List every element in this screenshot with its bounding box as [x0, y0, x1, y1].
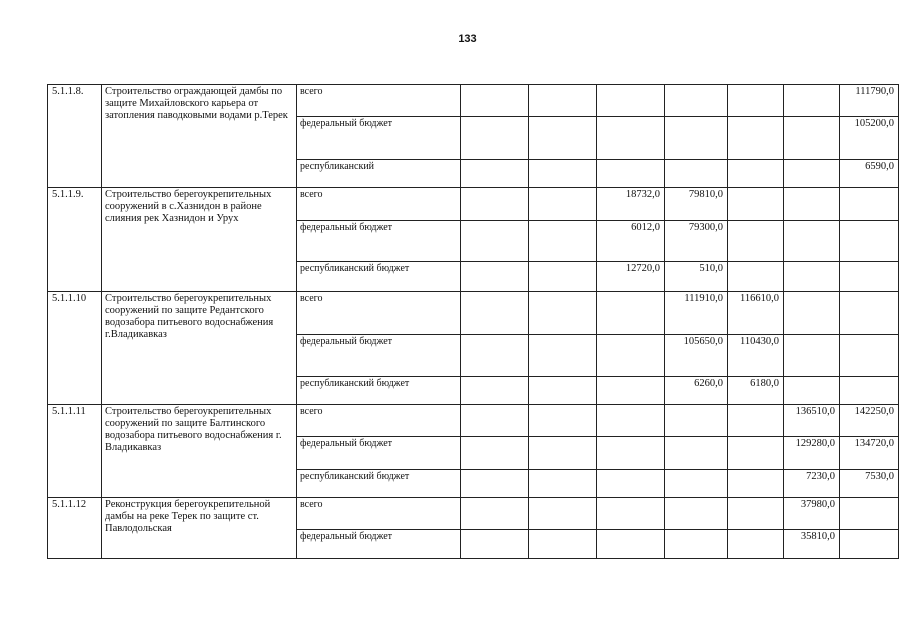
amount-cell: [529, 262, 597, 292]
amount-cell: [597, 160, 665, 188]
amount-cell: [784, 188, 840, 221]
amount-cell: [461, 292, 529, 335]
amount-cell: [840, 530, 899, 559]
amount-cell: [461, 262, 529, 292]
amount-cell: [784, 160, 840, 188]
amount-cell: [597, 377, 665, 405]
amount-cell: [665, 160, 728, 188]
amount-cell: 111790,0: [840, 85, 899, 117]
amount-cell: [597, 437, 665, 470]
amount-cell: 110430,0: [728, 335, 784, 377]
amount-cell: 6180,0: [728, 377, 784, 405]
amount-cell: [840, 498, 899, 530]
item-code: 5.1.1.8.: [48, 85, 102, 188]
amount-cell: [728, 85, 784, 117]
funding-source: федеральный бюджет: [297, 221, 461, 262]
amount-cell: [728, 437, 784, 470]
item-code: 5.1.1.10: [48, 292, 102, 405]
amount-cell: 129280,0: [784, 437, 840, 470]
amount-cell: 111910,0: [665, 292, 728, 335]
amount-cell: [461, 221, 529, 262]
amount-cell: [728, 188, 784, 221]
funding-source: республиканский бюджет: [297, 377, 461, 405]
amount-cell: [784, 292, 840, 335]
amount-cell: 134720,0: [840, 437, 899, 470]
amount-cell: [529, 437, 597, 470]
funding-source: федеральный бюджет: [297, 335, 461, 377]
amount-cell: [840, 292, 899, 335]
amount-cell: [728, 470, 784, 498]
item-code: 5.1.1.9.: [48, 188, 102, 292]
funding-source: федеральный бюджет: [297, 530, 461, 559]
amount-cell: [840, 335, 899, 377]
table-row: [48, 498, 899, 530]
funding-source: всего: [297, 405, 461, 437]
item-code: 5.1.1.12: [48, 498, 102, 559]
amount-cell: 79300,0: [665, 221, 728, 262]
amount-cell: 79810,0: [665, 188, 728, 221]
amount-cell: [728, 530, 784, 559]
amount-cell: [840, 221, 899, 262]
amount-cell: [728, 498, 784, 530]
amount-cell: [728, 405, 784, 437]
amount-cell: 37980,0: [784, 498, 840, 530]
amount-cell: [529, 117, 597, 160]
amount-cell: [461, 470, 529, 498]
amount-cell: [529, 221, 597, 262]
amount-cell: [597, 498, 665, 530]
amount-cell: [461, 498, 529, 530]
amount-cell: [461, 405, 529, 437]
budget-table: [47, 84, 899, 559]
funding-source: всего: [297, 188, 461, 221]
amount-cell: 136510,0: [784, 405, 840, 437]
amount-cell: 12720,0: [597, 262, 665, 292]
amount-cell: [728, 160, 784, 188]
table-row: [48, 292, 899, 335]
amount-cell: [529, 405, 597, 437]
amount-cell: [784, 262, 840, 292]
funding-source: всего: [297, 498, 461, 530]
amount-cell: [529, 85, 597, 117]
amount-cell: [728, 262, 784, 292]
amount-cell: 7230,0: [784, 470, 840, 498]
amount-cell: [728, 117, 784, 160]
amount-cell: [840, 188, 899, 221]
item-title: Строительство берегоукрепительных сооружений по защите Редантского водозабора питьевого водоснабжения г.Владикавказ: [102, 292, 297, 405]
funding-source: всего: [297, 85, 461, 117]
amount-cell: [784, 117, 840, 160]
amount-cell: [461, 335, 529, 377]
amount-cell: [840, 262, 899, 292]
amount-cell: 510,0: [665, 262, 728, 292]
amount-cell: [461, 437, 529, 470]
amount-cell: [665, 470, 728, 498]
amount-cell: [529, 335, 597, 377]
funding-source: республиканский бюджет: [297, 470, 461, 498]
amount-cell: [529, 498, 597, 530]
amount-cell: 6590,0: [840, 160, 899, 188]
item-code: 5.1.1.11: [48, 405, 102, 498]
funding-source: республиканский бюджет: [297, 262, 461, 292]
amount-cell: [784, 377, 840, 405]
amount-cell: 116610,0: [728, 292, 784, 335]
amount-cell: [784, 335, 840, 377]
amount-cell: [529, 160, 597, 188]
table-row: [48, 85, 899, 117]
item-title: Строительство ограждающей дамбы по защите Михайловского карьера от затопления паводковыми водами р.Терек: [102, 85, 297, 188]
item-title: Реконструкция берегоукрепительной дамбы на реке Терек по защите ст. Павлодольская: [102, 498, 297, 559]
amount-cell: 18732,0: [597, 188, 665, 221]
amount-cell: 105650,0: [665, 335, 728, 377]
amount-cell: [597, 530, 665, 559]
amount-cell: [597, 405, 665, 437]
funding-source: всего: [297, 292, 461, 335]
amount-cell: [597, 470, 665, 498]
amount-cell: [728, 221, 784, 262]
item-title: Строительство берегоукрепительных сооружений в с.Хазнидон в районе слияния рек Хазнидон и Урух: [102, 188, 297, 292]
amount-cell: [529, 470, 597, 498]
amount-cell: [597, 292, 665, 335]
amount-cell: [461, 160, 529, 188]
amount-cell: [529, 188, 597, 221]
amount-cell: [665, 117, 728, 160]
amount-cell: [597, 117, 665, 160]
page-number: 133: [458, 33, 477, 45]
amount-cell: [840, 377, 899, 405]
amount-cell: [529, 292, 597, 335]
amount-cell: [665, 437, 728, 470]
amount-cell: [529, 530, 597, 559]
amount-cell: [665, 405, 728, 437]
amount-cell: [461, 530, 529, 559]
amount-cell: [461, 377, 529, 405]
amount-cell: [461, 117, 529, 160]
amount-cell: 7530,0: [840, 470, 899, 498]
table-row: [48, 188, 899, 221]
amount-cell: 6012,0: [597, 221, 665, 262]
amount-cell: [529, 377, 597, 405]
amount-cell: [784, 221, 840, 262]
amount-cell: 105200,0: [840, 117, 899, 160]
funding-source: федеральный бюджет: [297, 117, 461, 160]
item-title: Строительство берегоукрепительных сооружений по защите Балтинского водозабора питьевого водоснабжения г. Владикавказ: [102, 405, 297, 498]
amount-cell: [461, 85, 529, 117]
amount-cell: 35810,0: [784, 530, 840, 559]
funding-source: федеральный бюджет: [297, 437, 461, 470]
funding-source: республиканский: [297, 160, 461, 188]
amount-cell: [597, 335, 665, 377]
amount-cell: [597, 85, 665, 117]
amount-cell: 142250,0: [840, 405, 899, 437]
amount-cell: [665, 498, 728, 530]
table-row: [48, 405, 899, 437]
amount-cell: [461, 188, 529, 221]
amount-cell: [784, 85, 840, 117]
amount-cell: [665, 85, 728, 117]
amount-cell: 6260,0: [665, 377, 728, 405]
amount-cell: [665, 530, 728, 559]
